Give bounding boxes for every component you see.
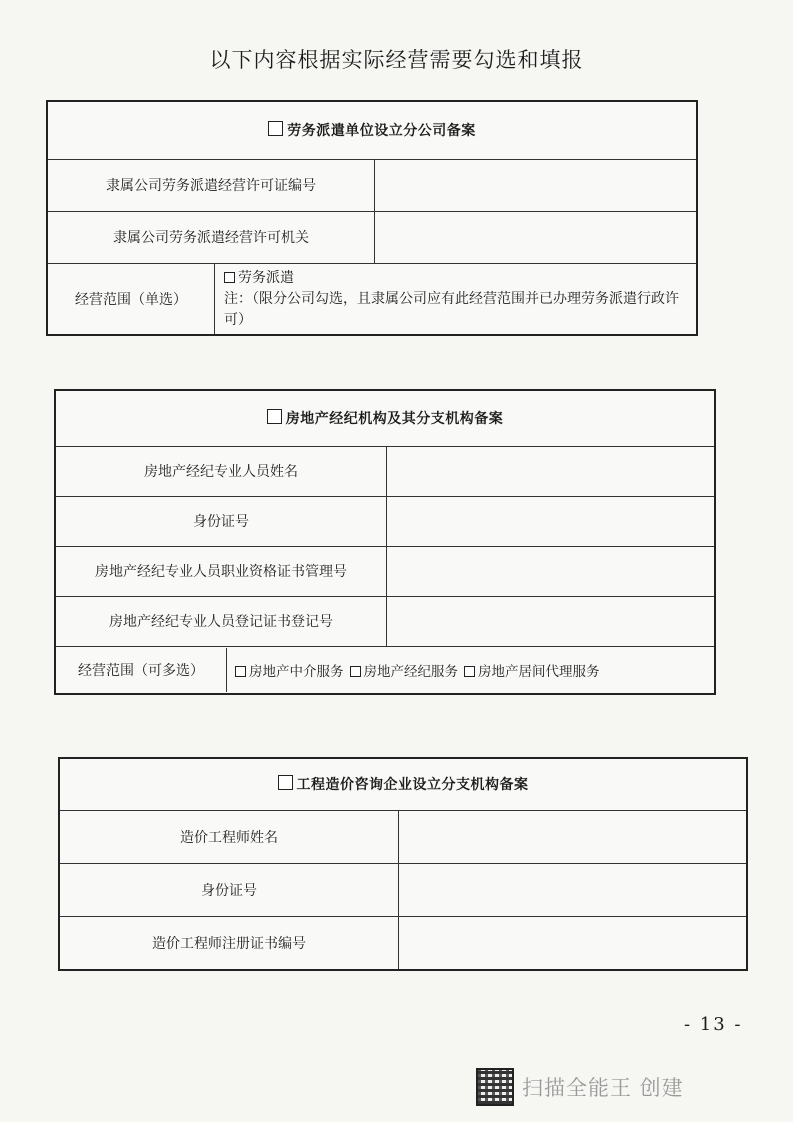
- section-heading-text: 工程造价咨询企业设立分支机构备案: [296, 777, 529, 794]
- checkbox[interactable]: [268, 121, 283, 136]
- field-label: 房地产经纪专业人员姓名: [55, 446, 387, 496]
- scope-option[interactable]: [235, 660, 344, 680]
- engineer-name-field[interactable]: [399, 810, 748, 863]
- qr-code-icon: [476, 1068, 514, 1106]
- field-label: 房地产经纪专业人员登记证书登记号: [55, 596, 387, 646]
- field-label: 房地产经纪专业人员职业资格证书管理号: [55, 546, 387, 596]
- scanner-watermark: [476, 1068, 684, 1106]
- section-heading: [59, 758, 747, 810]
- scope-option-label: 房地产居间代理服务: [478, 664, 600, 680]
- scope-option[interactable]: [350, 660, 459, 680]
- section-heading-text: 房地产经纪机构及其分支机构备案: [285, 411, 504, 428]
- cost-consulting-form: [58, 757, 748, 971]
- checkbox[interactable]: [224, 272, 235, 283]
- scope-option[interactable]: [464, 660, 600, 680]
- agent-name-field[interactable]: [387, 446, 716, 496]
- certificate-number-field[interactable]: [399, 916, 748, 970]
- field-label: 身份证号: [59, 863, 399, 916]
- scope-option-label: 房地产经纪服务: [363, 664, 458, 680]
- section-heading-text: 劳务派遣单位设立分公司备案: [287, 123, 476, 140]
- id-number-field[interactable]: [387, 496, 716, 546]
- checkbox[interactable]: [267, 409, 282, 424]
- license-number-field[interactable]: [375, 159, 698, 211]
- id-number-field[interactable]: [399, 863, 748, 916]
- page-number: - 13 -: [684, 1014, 743, 1035]
- watermark-text: 扫描全能王 创建: [522, 1076, 684, 1100]
- scope-label: 经营范围（可多选）: [56, 648, 227, 692]
- checkbox[interactable]: [278, 775, 293, 790]
- section-heading: [47, 101, 697, 159]
- checkbox[interactable]: [350, 666, 361, 677]
- checkbox[interactable]: [235, 666, 246, 677]
- scope-option-label: 劳务派遣: [238, 269, 294, 286]
- field-label: 造价工程师姓名: [59, 810, 399, 863]
- qualification-number-field[interactable]: [387, 546, 716, 596]
- registration-number-field[interactable]: [387, 596, 716, 646]
- field-label: 隶属公司劳务派遣经营许可证编号: [47, 159, 375, 211]
- field-label: 隶属公司劳务派遣经营许可机关: [47, 211, 375, 263]
- field-label: 身份证号: [55, 496, 387, 546]
- field-label: 造价工程师注册证书编号: [59, 916, 399, 970]
- labor-dispatch-form: [46, 100, 698, 336]
- checkbox[interactable]: [464, 666, 475, 677]
- scope-label: 经营范围（单选）: [48, 264, 215, 334]
- scope-option[interactable]: [224, 268, 688, 289]
- scope-note: 注：（限分公司勾选，且隶属公司应有此经营范围并已办理劳务派遣行政许可）: [224, 290, 679, 328]
- scope-option-label: 房地产中介服务: [249, 664, 344, 680]
- page-title: 以下内容根据实际经营需要勾选和填报: [209, 48, 584, 72]
- section-heading: [55, 390, 715, 446]
- license-authority-field[interactable]: [375, 211, 698, 263]
- real-estate-agency-form: [54, 389, 716, 695]
